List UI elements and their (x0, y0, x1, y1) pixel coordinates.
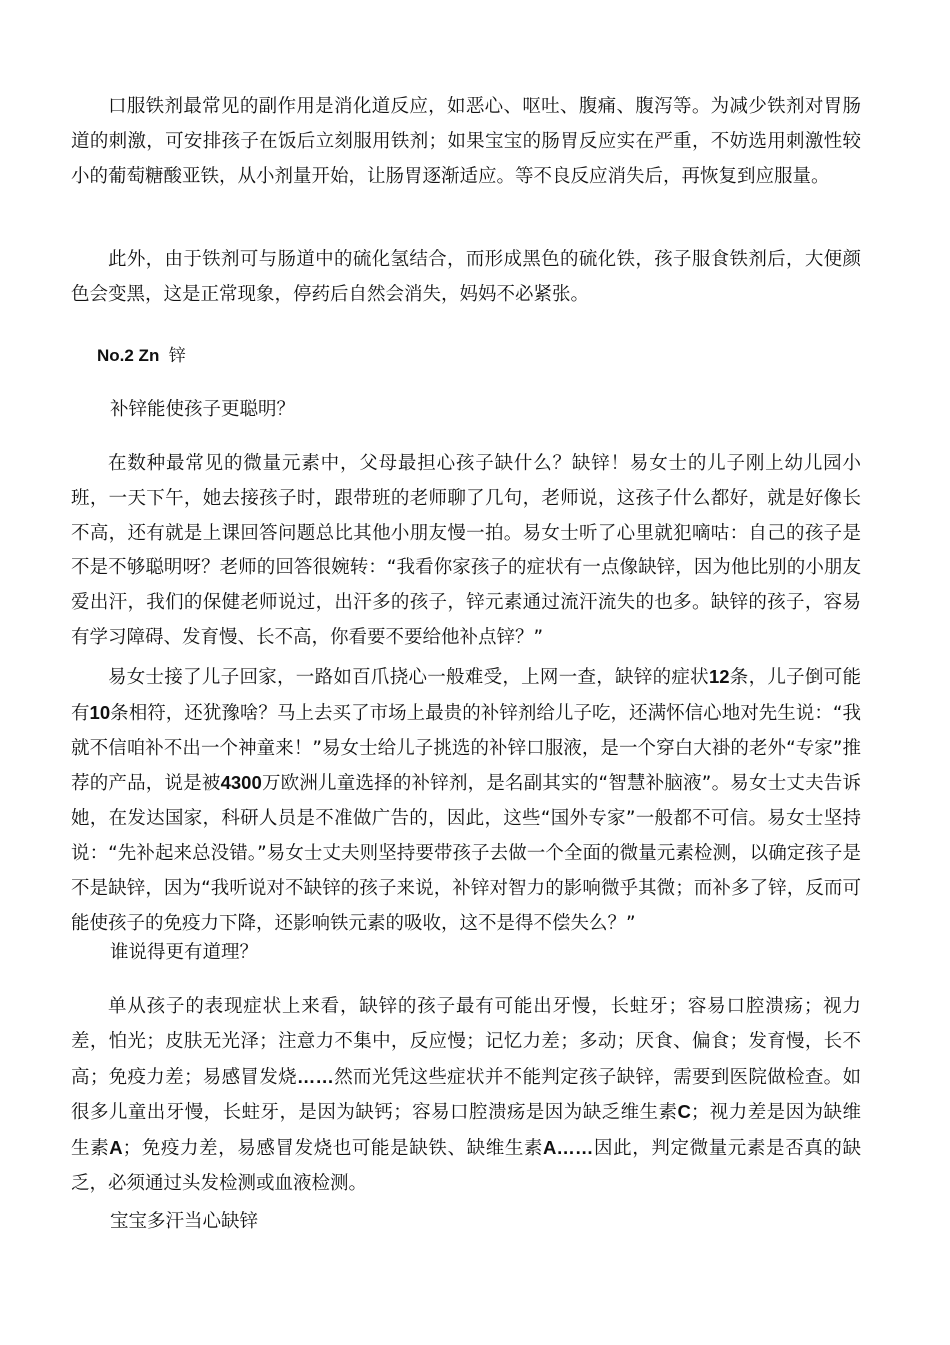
number-4300: 4300 (220, 772, 262, 794)
story-2-part-c: 条相符，还犹豫啥？马上去买了市场上最贵的补锌剂给儿子吃，还满怀信心地对先生说：“我就不信咱补不出一个神童来！”易女士给儿子挑选的补锌口服液，是一个穿白大褂的老外“专家”推荐的产品，说是被 (71, 702, 861, 795)
number-12: 12 (708, 666, 730, 687)
story-2-part-a: 易女士接了儿子回家，一路如百爪挠心一般难受，上网一查，缺锌的症状 (108, 667, 709, 688)
symptoms-part-a: 单从孩子的表现症状上来看，缺锌的孩子最有可能出牙慢，长蛀牙；容易口腔溃疡；视力差，怕光；皮肤无光泽；注意力不集中，反应慢；记忆力差；多动；厌食、偏食；发育慢，长不高；免疫力差；易感冒发烧 (71, 996, 861, 1088)
subheading-who-is-right: 谁说得更有道理？ (110, 942, 259, 963)
section-heading-zh: 锌 (168, 346, 186, 366)
symptoms-part-d: ；免疫力差，易感冒发烧也可能是缺铁、缺维生素 (122, 1138, 544, 1160)
ellipsis-1: …… (296, 1065, 334, 1087)
paragraph-story-1: 在数种最常见的微量元素中，父母最担心孩子缺什么？缺锌！易女士的儿子刚上幼儿园小班，一天下午，她去接孩子时，跟带班的老师聊了几句，老师说，这孩子什么都好，就是好像长不高，还有就是上课回答问题总比其他小朋友慢一拍。易女士听了心里就犯嘀咕：自己的孩子是不是不够聪明呀？老师的回答很婉转：“我看你家孩子的症状有一点像缺锌，因为他比别的小朋友爱出汗，我们的保健老师说过，出汗多的孩子，锌元素通过流汗流失的也多。缺锌的孩子，容易有学习障碍、发育慢、长不高，你看要不要给他补点锌？” (71, 453, 861, 648)
story-2-part-d: 万欧洲儿童选择的补锌剂，是名副其实的“智慧补脑液”。易女士丈夫告诉她，在发达国家，科研人员是不准做广告的，因此，这些“国外专家”一般都不可信。易女士坚持说：“先补起来总没错。”易女士丈夫则坚持要带孩子去做一个全面的微量元素检测，以确定孩子是不是缺锌，因为“我听说对不缺锌的孩子来说，补锌对智力的影响微乎其微；而补多了锌，反而可能使孩子的免疫力下降，还影响铁元素的吸收，这不是得不偿失么？” (71, 773, 861, 934)
section-heading-zinc (97, 339, 186, 373)
number-10: 10 (89, 701, 111, 723)
symptoms-part-b: 然而光凭这些症状并不能判定孩子缺锌，需要到医院做检查。如很多儿童出牙慢，长蛀牙，是因为缺钙；容易口腔溃疡是因为缺乏维生素 (71, 1066, 861, 1124)
subheading-smarter: 补锌能使孩子更聪明？ (110, 399, 296, 420)
symptoms-part-e: 因此，判定微量元素是否真的缺乏，必须通过头发检测或血液检测。 (71, 1138, 861, 1194)
story-2-part-b: 条，儿子倒可能有 (71, 667, 861, 724)
paragraph-symptoms (71, 990, 861, 1202)
vitamin-a-1: A (109, 1137, 123, 1159)
vitamin-c: C (677, 1101, 691, 1123)
subheading-sweat: 宝宝多汗当心缺锌 (110, 1211, 259, 1232)
symptoms-part-c: ；视力差是因为缺维生素 (71, 1102, 861, 1160)
section-heading-latin: No.2 Zn (97, 346, 160, 365)
paragraph-story-2 (71, 660, 861, 941)
paragraph-black-stool: 此外，由于铁剂可与肠道中的硫化氢结合，而形成黑色的硫化铁，孩子服食铁剂后，大便颜色会变黑，这是正常现象，停药后自然会消失，妈妈不必紧张。 (71, 249, 861, 305)
ellipsis-2: …… (556, 1137, 594, 1159)
paragraph-iron-side-effects: 口服铁剂最常见的副作用是消化道反应，如恶心、呕吐、腹痛、腹泻等。为减少铁剂对胃肠道的刺激，可安排孩子在饭后立刻服用铁剂；如果宝宝的肠胃反应实在严重，不妨选用刺激性较小的葡萄糖酸亚铁，从小剂量开始，让肠胃逐渐适应。等不良反应消失后，再恢复到应服量。 (71, 96, 861, 187)
vitamin-a-2: A (543, 1137, 557, 1159)
